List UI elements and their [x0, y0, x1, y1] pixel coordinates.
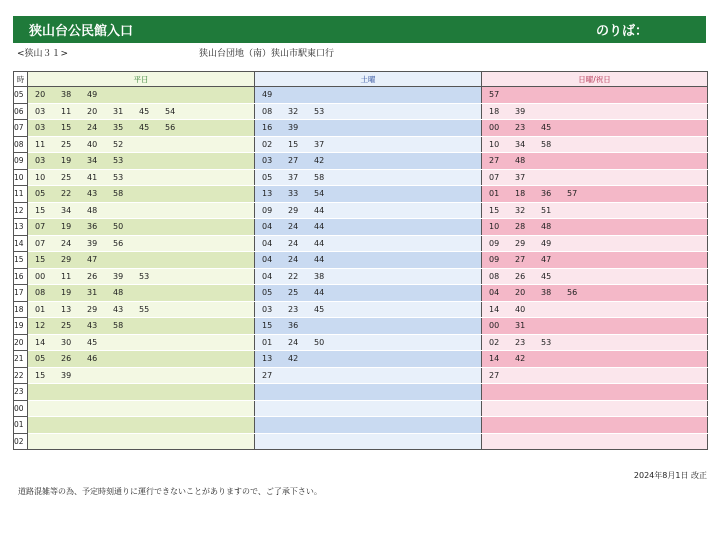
header-weekday: 平日 — [28, 72, 255, 87]
saturday-minutes-cell — [255, 186, 482, 203]
departure-minute: 32 — [288, 106, 299, 116]
hour-cell: 16 — [14, 268, 28, 285]
saturday-minutes-cell — [255, 351, 482, 368]
timetable-row — [14, 351, 708, 368]
departure-minute: 26 — [87, 271, 98, 281]
timetable-row — [14, 120, 708, 137]
departure-minute: 38 — [541, 288, 552, 297]
departure-minute: 31 — [113, 106, 124, 116]
hour-cell: 02 — [14, 433, 28, 450]
departure-minute: 07 — [35, 238, 46, 248]
departure-minute: 47 — [541, 255, 552, 264]
saturday-minutes-cell — [255, 400, 482, 417]
weekday-minutes-cell — [28, 285, 255, 302]
departure-minute: 45 — [541, 123, 552, 132]
departure-minute: 19 — [61, 222, 72, 231]
departure-minute: 39 — [515, 106, 526, 116]
departure-minute: 15 — [489, 205, 500, 215]
holiday-minutes-cell — [482, 153, 708, 170]
saturday-minutes-cell — [255, 318, 482, 335]
hour-cell: 15 — [14, 252, 28, 269]
departure-minute: 26 — [515, 271, 526, 281]
timetable-row — [14, 301, 708, 318]
platform-label: のりば： — [595, 24, 648, 39]
weekday-minutes-cell — [28, 301, 255, 318]
timetable-row — [14, 318, 708, 335]
departure-minute: 54 — [314, 189, 325, 198]
timetable-row — [14, 367, 708, 384]
timetable-row — [14, 136, 708, 153]
departure-minute: 04 — [262, 222, 273, 231]
departure-minute: 31 — [87, 288, 98, 297]
departure-minute: 27 — [515, 255, 526, 264]
weekday-minutes-cell — [28, 219, 255, 236]
header-holiday: 日曜/祝日 — [482, 72, 708, 87]
departure-minute: 52 — [113, 139, 124, 149]
route-number: <狭山３１> — [17, 49, 69, 59]
departure-minute: 20 — [515, 288, 526, 297]
weekday-minutes-cell — [28, 186, 255, 203]
departure-minute: 39 — [288, 123, 299, 132]
departure-minute: 39 — [87, 238, 98, 248]
saturday-minutes-cell — [255, 334, 482, 351]
departure-minute: 14 — [35, 337, 46, 347]
saturday-minutes-cell — [255, 103, 482, 120]
departure-minute: 00 — [35, 271, 46, 281]
hour-cell: 20 — [14, 334, 28, 351]
departure-minute: 05 — [262, 288, 273, 297]
saturday-minutes-cell — [255, 433, 482, 450]
departure-minute: 36 — [288, 321, 299, 330]
holiday-minutes-cell — [482, 219, 708, 236]
holiday-minutes-cell — [482, 120, 708, 137]
holiday-minutes-cell — [482, 235, 708, 252]
delay-notice: 道路混雑等の為、予定時刻通りに運行できないことがありますので、ご了承下さい。 — [18, 487, 322, 496]
departure-minute: 25 — [61, 321, 72, 330]
departure-minute: 48 — [541, 222, 552, 231]
hour-cell: 01 — [14, 417, 28, 434]
departure-minute: 09 — [489, 255, 500, 264]
weekday-minutes-cell — [28, 153, 255, 170]
departure-minute: 01 — [262, 337, 273, 347]
departure-minute: 34 — [87, 156, 98, 165]
departure-minute: 34 — [61, 205, 72, 215]
departure-minute: 42 — [288, 354, 299, 363]
holiday-minutes-cell — [482, 351, 708, 368]
departure-minute: 44 — [314, 222, 325, 231]
departure-minute: 15 — [61, 123, 72, 132]
departure-minute: 37 — [288, 172, 299, 182]
departure-minute: 10 — [489, 139, 500, 149]
weekday-minutes-cell — [28, 367, 255, 384]
departure-minute: 31 — [515, 321, 526, 330]
departure-minute: 11 — [61, 106, 72, 116]
timetable-row — [14, 285, 708, 302]
departure-minute: 15 — [35, 255, 46, 264]
departure-minute: 20 — [87, 106, 98, 116]
hour-cell: 11 — [14, 186, 28, 203]
departure-minute: 40 — [87, 139, 98, 149]
departure-minute: 03 — [35, 156, 46, 165]
saturday-minutes-cell — [255, 235, 482, 252]
saturday-minutes-cell — [255, 153, 482, 170]
departure-minute: 24 — [288, 222, 299, 231]
timetable-row — [14, 219, 708, 236]
hour-cell: 07 — [14, 120, 28, 137]
departure-minute: 56 — [165, 123, 176, 132]
weekday-minutes-cell — [28, 268, 255, 285]
departure-minute: 47 — [87, 255, 98, 264]
departure-minute: 42 — [515, 354, 526, 363]
holiday-minutes-cell — [482, 252, 708, 269]
departure-minute: 42 — [314, 156, 325, 165]
departure-minute: 32 — [515, 205, 526, 215]
timetable-row — [14, 417, 708, 434]
timetable-row — [14, 334, 708, 351]
timetable-row — [14, 87, 708, 104]
holiday-minutes-cell — [482, 186, 708, 203]
departure-minute: 57 — [567, 189, 578, 198]
departure-minute: 04 — [489, 288, 500, 297]
weekday-minutes-cell — [28, 103, 255, 120]
holiday-minutes-cell — [482, 301, 708, 318]
weekday-minutes-cell — [28, 318, 255, 335]
weekday-minutes-cell — [28, 169, 255, 186]
route-line — [17, 46, 707, 60]
departure-minute: 24 — [87, 123, 98, 132]
departure-minute: 04 — [262, 255, 273, 264]
departure-minute: 44 — [314, 238, 325, 248]
departure-minute: 05 — [35, 354, 46, 363]
departure-minute: 25 — [288, 288, 299, 297]
departure-minute: 10 — [489, 222, 500, 231]
departure-minute: 27 — [262, 370, 273, 380]
departure-minute: 45 — [87, 337, 98, 347]
departure-minute: 34 — [515, 139, 526, 149]
timetable-row — [14, 169, 708, 186]
departure-minute: 11 — [61, 271, 72, 281]
departure-minute: 40 — [515, 304, 526, 314]
departure-minute: 37 — [314, 139, 325, 149]
header-hour: 時 — [14, 72, 28, 87]
departure-minute: 44 — [314, 288, 325, 297]
weekday-minutes-cell — [28, 351, 255, 368]
timetable-row — [14, 235, 708, 252]
departure-minute: 48 — [113, 288, 124, 297]
holiday-minutes-cell — [482, 169, 708, 186]
departure-minute: 15 — [35, 370, 46, 380]
stop-name: 狭山台公民館入口 — [29, 24, 134, 39]
saturday-minutes-cell — [255, 202, 482, 219]
departure-minute: 19 — [61, 156, 72, 165]
hour-cell: 10 — [14, 169, 28, 186]
saturday-minutes-cell — [255, 417, 482, 434]
weekday-minutes-cell — [28, 433, 255, 450]
departure-minute: 01 — [489, 189, 500, 198]
departure-minute: 16 — [262, 123, 273, 132]
header-bar — [13, 16, 706, 43]
departure-minute: 13 — [262, 354, 273, 363]
departure-minute: 56 — [567, 288, 578, 297]
departure-minute: 23 — [515, 123, 526, 132]
holiday-minutes-cell — [482, 367, 708, 384]
departure-minute: 14 — [489, 354, 500, 363]
hour-cell: 21 — [14, 351, 28, 368]
departure-minute: 50 — [113, 222, 124, 231]
destination: 狭山台団地（南）狭山市駅東口行 — [199, 49, 335, 59]
holiday-minutes-cell — [482, 384, 708, 401]
departure-minute: 15 — [288, 139, 299, 149]
hour-cell: 22 — [14, 367, 28, 384]
departure-minute: 29 — [61, 255, 72, 264]
departure-minute: 30 — [61, 337, 72, 347]
departure-minute: 33 — [288, 189, 299, 198]
departure-minute: 09 — [489, 238, 500, 248]
weekday-minutes-cell — [28, 384, 255, 401]
departure-minute: 58 — [113, 321, 124, 330]
departure-minute: 18 — [489, 106, 500, 116]
timetable-row — [14, 202, 708, 219]
holiday-minutes-cell — [482, 318, 708, 335]
hour-cell: 13 — [14, 219, 28, 236]
departure-minute: 24 — [61, 238, 72, 248]
departure-minute: 04 — [262, 271, 273, 281]
departure-minute: 19 — [61, 288, 72, 297]
departure-minute: 57 — [489, 90, 500, 99]
departure-minute: 49 — [87, 90, 98, 99]
departure-minute: 22 — [61, 189, 72, 198]
departure-minute: 44 — [314, 255, 325, 264]
departure-minute: 53 — [113, 172, 124, 182]
departure-minute: 07 — [35, 222, 46, 231]
saturday-minutes-cell — [255, 219, 482, 236]
departure-minute: 50 — [314, 337, 325, 347]
departure-minute: 13 — [262, 189, 273, 198]
departure-minute: 39 — [113, 271, 124, 281]
departure-minute: 29 — [515, 238, 526, 248]
departure-minute: 02 — [262, 139, 273, 149]
hour-cell: 19 — [14, 318, 28, 335]
departure-minute: 02 — [489, 337, 500, 347]
hour-cell: 05 — [14, 87, 28, 104]
departure-minute: 27 — [489, 156, 500, 165]
revision-date: 2024年8月1日 改正 — [633, 471, 707, 480]
hour-cell: 18 — [14, 301, 28, 318]
departure-minute: 39 — [61, 370, 72, 380]
departure-minute: 43 — [87, 189, 98, 198]
timetable-row — [14, 103, 708, 120]
departure-minute: 55 — [139, 304, 150, 314]
saturday-minutes-cell — [255, 384, 482, 401]
weekday-minutes-cell — [28, 120, 255, 137]
departure-minute: 13 — [61, 304, 72, 314]
holiday-minutes-cell — [482, 87, 708, 104]
timetable-row — [14, 384, 708, 401]
weekday-minutes-cell — [28, 400, 255, 417]
departure-minute: 48 — [515, 156, 526, 165]
holiday-minutes-cell — [482, 268, 708, 285]
departure-minute: 48 — [87, 205, 98, 215]
timetable-row — [14, 252, 708, 269]
departure-minute: 24 — [288, 238, 299, 248]
saturday-minutes-cell — [255, 120, 482, 137]
departure-minute: 09 — [262, 205, 273, 215]
holiday-minutes-cell — [482, 417, 708, 434]
departure-minute: 15 — [262, 321, 273, 330]
departure-minute: 49 — [541, 238, 552, 248]
departure-minute: 10 — [35, 172, 46, 182]
departure-minute: 53 — [541, 337, 552, 347]
weekday-minutes-cell — [28, 87, 255, 104]
departure-minute: 49 — [262, 90, 273, 99]
departure-minute: 27 — [489, 370, 500, 380]
departure-minute: 25 — [61, 172, 72, 182]
timetable-row — [14, 153, 708, 170]
departure-minute: 14 — [489, 304, 500, 314]
departure-minute: 00 — [489, 321, 500, 330]
departure-minute: 44 — [314, 205, 325, 215]
holiday-minutes-cell — [482, 202, 708, 219]
departure-minute: 24 — [288, 255, 299, 264]
weekday-minutes-cell — [28, 417, 255, 434]
departure-minute: 45 — [139, 123, 150, 132]
departure-minute: 03 — [35, 123, 46, 132]
timetable-row — [14, 433, 708, 450]
hour-cell: 12 — [14, 202, 28, 219]
saturday-minutes-cell — [255, 301, 482, 318]
departure-minute: 22 — [288, 271, 299, 281]
departure-minute: 46 — [87, 354, 98, 363]
hour-cell: 06 — [14, 103, 28, 120]
hour-cell: 14 — [14, 235, 28, 252]
departure-minute: 24 — [288, 337, 299, 347]
holiday-minutes-cell — [482, 334, 708, 351]
saturday-minutes-cell — [255, 136, 482, 153]
departure-minute: 56 — [113, 238, 124, 248]
departure-minute: 05 — [35, 189, 46, 198]
hour-cell: 23 — [14, 384, 28, 401]
weekday-minutes-cell — [28, 202, 255, 219]
weekday-minutes-cell — [28, 136, 255, 153]
departure-minute: 12 — [35, 321, 46, 330]
departure-minute: 18 — [515, 189, 526, 198]
departure-minute: 03 — [262, 156, 273, 165]
saturday-minutes-cell — [255, 252, 482, 269]
departure-minute: 53 — [113, 156, 124, 165]
departure-minute: 45 — [314, 304, 325, 314]
departure-minute: 11 — [35, 139, 46, 149]
departure-minute: 20 — [35, 90, 46, 99]
departure-minute: 53 — [139, 271, 150, 281]
departure-minute: 01 — [35, 304, 46, 314]
departure-minute: 38 — [61, 90, 72, 99]
departure-minute: 54 — [165, 106, 176, 116]
departure-minute: 43 — [87, 321, 98, 330]
timetable-row — [14, 268, 708, 285]
departure-minute: 03 — [35, 106, 46, 116]
departure-minute: 23 — [288, 304, 299, 314]
departure-minute: 36 — [87, 222, 98, 231]
departure-minute: 23 — [515, 337, 526, 347]
departure-minute: 29 — [87, 304, 98, 314]
departure-minute: 58 — [541, 139, 552, 149]
holiday-minutes-cell — [482, 433, 708, 450]
departure-minute: 08 — [489, 271, 500, 281]
saturday-minutes-cell — [255, 87, 482, 104]
holiday-minutes-cell — [482, 136, 708, 153]
holiday-minutes-cell — [482, 285, 708, 302]
timetable — [13, 71, 708, 450]
departure-minute: 15 — [35, 205, 46, 215]
holiday-minutes-cell — [482, 400, 708, 417]
holiday-minutes-cell — [482, 103, 708, 120]
departure-minute: 35 — [113, 123, 124, 132]
saturday-minutes-cell — [255, 367, 482, 384]
departure-minute: 05 — [262, 172, 273, 182]
timetable-row — [14, 400, 708, 417]
weekday-minutes-cell — [28, 252, 255, 269]
departure-minute: 29 — [288, 205, 299, 215]
departure-minute: 51 — [541, 205, 552, 215]
departure-minute: 03 — [262, 304, 273, 314]
departure-minute: 58 — [113, 189, 124, 198]
departure-minute: 27 — [288, 156, 299, 165]
departure-minute: 26 — [61, 354, 72, 363]
departure-minute: 45 — [541, 271, 552, 281]
departure-minute: 37 — [515, 172, 526, 182]
saturday-minutes-cell — [255, 268, 482, 285]
departure-minute: 36 — [541, 189, 552, 198]
header-saturday: 土曜 — [255, 72, 482, 87]
hour-cell: 17 — [14, 285, 28, 302]
saturday-minutes-cell — [255, 169, 482, 186]
departure-minute: 41 — [87, 172, 98, 182]
departure-minute: 08 — [35, 288, 46, 297]
departure-minute: 08 — [262, 106, 273, 116]
departure-minute: 25 — [61, 139, 72, 149]
weekday-minutes-cell — [28, 334, 255, 351]
departure-minute: 38 — [314, 271, 325, 281]
departure-minute: 04 — [262, 238, 273, 248]
departure-minute: 58 — [314, 172, 325, 182]
departure-minute: 00 — [489, 123, 500, 132]
hour-cell: 08 — [14, 136, 28, 153]
timetable-row — [14, 186, 708, 203]
departure-minute: 45 — [139, 106, 150, 116]
departure-minute: 53 — [314, 106, 325, 116]
departure-minute: 07 — [489, 172, 500, 182]
hour-cell: 09 — [14, 153, 28, 170]
departure-minute: 28 — [515, 222, 526, 231]
saturday-minutes-cell — [255, 285, 482, 302]
departure-minute: 43 — [113, 304, 124, 314]
hour-cell: 00 — [14, 400, 28, 417]
weekday-minutes-cell — [28, 235, 255, 252]
